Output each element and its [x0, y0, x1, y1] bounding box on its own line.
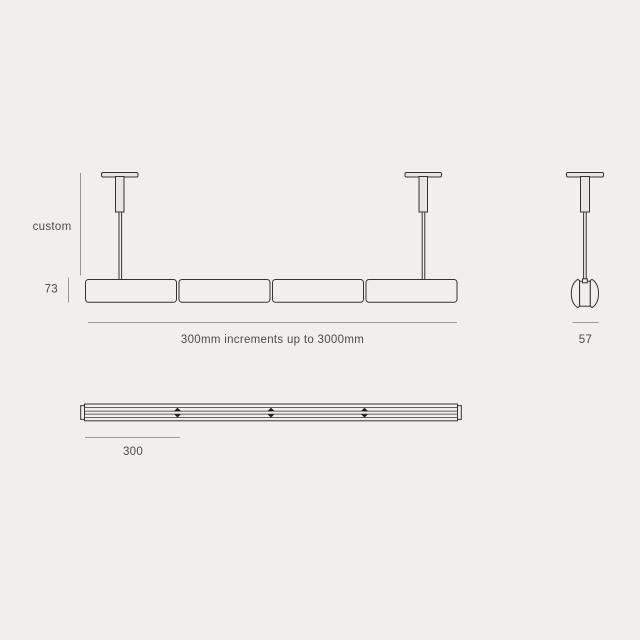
suspension-left — [102, 173, 139, 280]
plan-view — [81, 404, 462, 458]
profile-flange-left — [571, 279, 579, 307]
profile-end-section — [571, 279, 598, 308]
length-dimension-label: 300mm increments up to 3000mm — [180, 334, 365, 346]
height-dimension-label: 73 — [44, 283, 58, 296]
bar-segment — [366, 280, 457, 303]
suspension-stem-left — [116, 177, 125, 213]
bar-segment — [86, 280, 177, 303]
light-bar — [86, 280, 458, 303]
suspension-rod-left — [119, 212, 122, 280]
plan-end-cap-right — [458, 406, 462, 420]
bar-segment — [273, 280, 364, 303]
rod-clamp — [583, 279, 588, 283]
suspension-rod-side — [584, 212, 587, 281]
drop-dimension-label: custom — [32, 221, 72, 233]
suspension-stem-side — [581, 177, 590, 213]
front-elevation-view — [33, 173, 457, 347]
suspension-stem-right — [419, 177, 428, 213]
suspension-rod-right — [422, 212, 425, 280]
suspension-right — [405, 173, 442, 280]
side-view — [567, 173, 604, 347]
profile-center-body — [580, 281, 591, 306]
plan-end-cap-left — [81, 406, 85, 420]
bar-segment — [179, 280, 270, 303]
increment-dimension-label: 300 — [122, 446, 144, 458]
profile-flange-right — [590, 279, 598, 307]
width-dimension-label: 57 — [578, 334, 593, 346]
plan-body — [85, 404, 458, 421]
